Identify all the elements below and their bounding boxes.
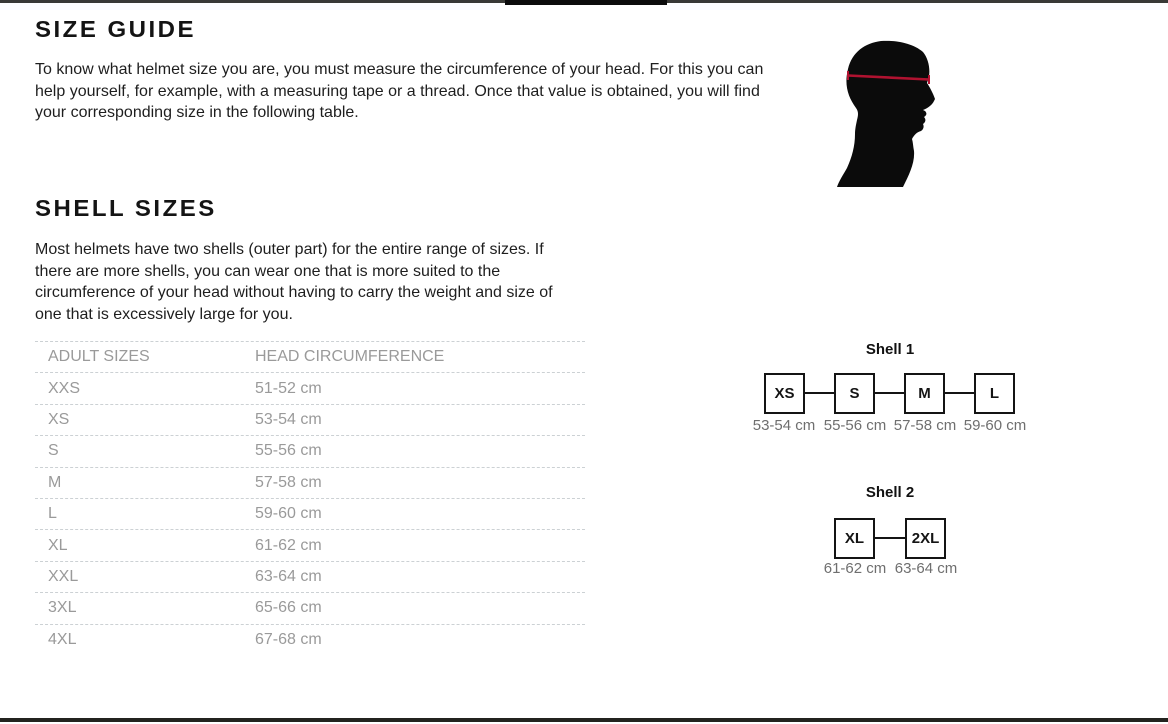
shell-sizes-title: SHELL SIZES: [35, 196, 217, 222]
size-cell: 4XL: [48, 630, 77, 648]
table-row: [35, 467, 585, 498]
circumference-cell: 65-66 cm: [255, 599, 322, 617]
table-row: [35, 529, 585, 560]
shell-size-range: 61-62 cm: [823, 560, 887, 577]
shell-size-range: 55-56 cm: [823, 417, 887, 434]
shell-2-title: Shell 2: [865, 484, 915, 501]
shell-size-box-m: M: [904, 373, 945, 414]
table-row: [35, 372, 585, 403]
top-divider-segment: [505, 0, 667, 5]
size-cell: XS: [48, 410, 70, 428]
size-cell: L: [48, 505, 57, 523]
connector-line: [875, 537, 905, 539]
size-table: [35, 341, 585, 655]
circumference-cell: 59-60 cm: [255, 505, 322, 523]
size-guide-title: SIZE GUIDE: [35, 17, 197, 43]
circumference-cell: 61-62 cm: [255, 536, 322, 554]
size-cell: XL: [48, 536, 68, 554]
shell-size-box-2xl: 2XL: [905, 518, 946, 559]
size-cell: 3XL: [48, 599, 77, 617]
head-silhouette-icon: [835, 38, 940, 188]
shell-size-range: 59-60 cm: [963, 417, 1027, 434]
circumference-cell: 53-54 cm: [255, 410, 322, 428]
connector-line: [875, 392, 904, 394]
table-row: [35, 404, 585, 435]
head-silhouette-shape: [837, 41, 935, 187]
shell-size-box-xs: XS: [764, 373, 805, 414]
table-row: [35, 561, 585, 592]
shell-size-range: 53-54 cm: [752, 417, 816, 434]
shell-size-box-xl: XL: [834, 518, 875, 559]
column-header-head-circumference: HEAD CIRCUMFERENCE: [255, 348, 445, 366]
table-row: [35, 435, 585, 466]
shell-size-range: 57-58 cm: [893, 417, 957, 434]
connector-line: [805, 392, 834, 394]
circumference-cell: 67-68 cm: [255, 630, 322, 648]
shell-sizes-description: Most helmets have two shells (outer part) for the entire range of sizes. If there are more shells, you can wear one that is more suited to the circumference of your head without having to carry the weight and size of one that is excessively large for you.: [35, 241, 553, 324]
table-row: [35, 592, 585, 623]
shell-1-title: Shell 1: [865, 341, 915, 358]
circumference-cell: 55-56 cm: [255, 442, 322, 460]
column-header-adult-sizes: ADULT SIZES: [48, 348, 150, 366]
shell-size-box-l: L: [974, 373, 1015, 414]
shell-size-box-s: S: [834, 373, 875, 414]
size-cell: S: [48, 442, 59, 460]
connector-line: [945, 392, 974, 394]
size-cell: XXS: [48, 379, 81, 397]
bottom-divider: [0, 718, 1168, 722]
shell-1-diagram: [745, 341, 1035, 437]
circumference-cell: 57-58 cm: [255, 473, 322, 491]
size-cell: XXL: [48, 567, 79, 585]
size-guide-description: To know what helmet size you are, you must measure the circumference of your head. For this you can help yourself, for example, with a measuring tape or a thread. Once that value is obtained, you will find your corresponding size in the following table.: [35, 61, 764, 122]
shell-size-range: 63-64 cm: [894, 560, 958, 577]
circumference-cell: 63-64 cm: [255, 567, 322, 585]
circumference-cell: 51-52 cm: [255, 379, 322, 397]
shell-2-diagram: [745, 484, 1035, 580]
table-row: [35, 624, 585, 655]
size-cell: M: [48, 473, 62, 491]
table-header-row: [35, 341, 585, 372]
table-row: [35, 498, 585, 529]
